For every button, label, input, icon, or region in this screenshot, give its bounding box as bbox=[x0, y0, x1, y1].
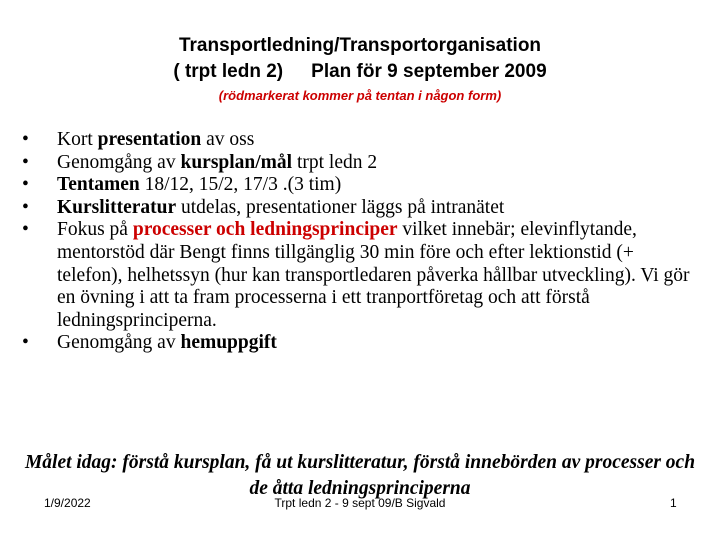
agenda-item-presentation: • Kort presentation av oss bbox=[22, 129, 255, 150]
agenda-item-tentamen: • Tentamen 18/12, 15/2, 17/3 .(3 tim) bbox=[22, 174, 342, 196]
bullet-dot: • bbox=[22, 174, 29, 196]
title-course-code: ( trpt ledn 2) bbox=[173, 61, 284, 82]
todays-goal: Målet idag: förstå kursplan, få ut kurslitteratur, förstå innebörden av processer och de åtta ledningsprinciperna bbox=[24, 452, 696, 499]
title-line-2 bbox=[0, 59, 720, 85]
bullet-dot: • bbox=[22, 151, 29, 173]
bullet-dot: • bbox=[22, 196, 29, 218]
footer-center-text: Trpt ledn 2 - 9 sept 09/B Sigvald bbox=[274, 496, 446, 510]
footer-date: 1/9/2022 bbox=[44, 496, 91, 510]
agenda-item-fokus: • Fokus på processer och ledningsprinciper vilket innebär; elevinflytande, mentorstöd där Bengt finns tillgänglig 30 min före och efter lektionstid (+ telefon), helhetssyn (hur kan transportledaren påverka hållbar utveckling). Vi gör en övning i att ta fram processerna i ett tranportföretag och att förstå ledningsprinciperna. bbox=[22, 219, 690, 331]
agenda-item-hemuppgift: • Genomgång av hemuppgift bbox=[22, 332, 277, 354]
agenda-item-kurslitteratur: • Kurslitteratur utdelas, presentationer läggs på intranätet bbox=[22, 196, 505, 218]
highlight-processer: processer och ledningsprinciper bbox=[132, 219, 398, 241]
agenda-list bbox=[22, 129, 702, 355]
exam-note: (rödmarkerat kommer på tentan i någon form) bbox=[218, 88, 502, 103]
title-line-1: Transportledning/Transportorganisation bbox=[178, 35, 542, 56]
slide-title bbox=[0, 33, 720, 85]
bullet-dot: • bbox=[22, 219, 29, 241]
agenda-item-kursplan: • Genomgång av kursplan/mål trpt ledn 2 bbox=[22, 151, 378, 173]
bullet-dot: • bbox=[22, 129, 29, 150]
bullet-dot: • bbox=[22, 332, 29, 354]
slide-number: 1 bbox=[670, 496, 677, 510]
title-plan-date: Plan för 9 september 2009 bbox=[311, 61, 547, 82]
